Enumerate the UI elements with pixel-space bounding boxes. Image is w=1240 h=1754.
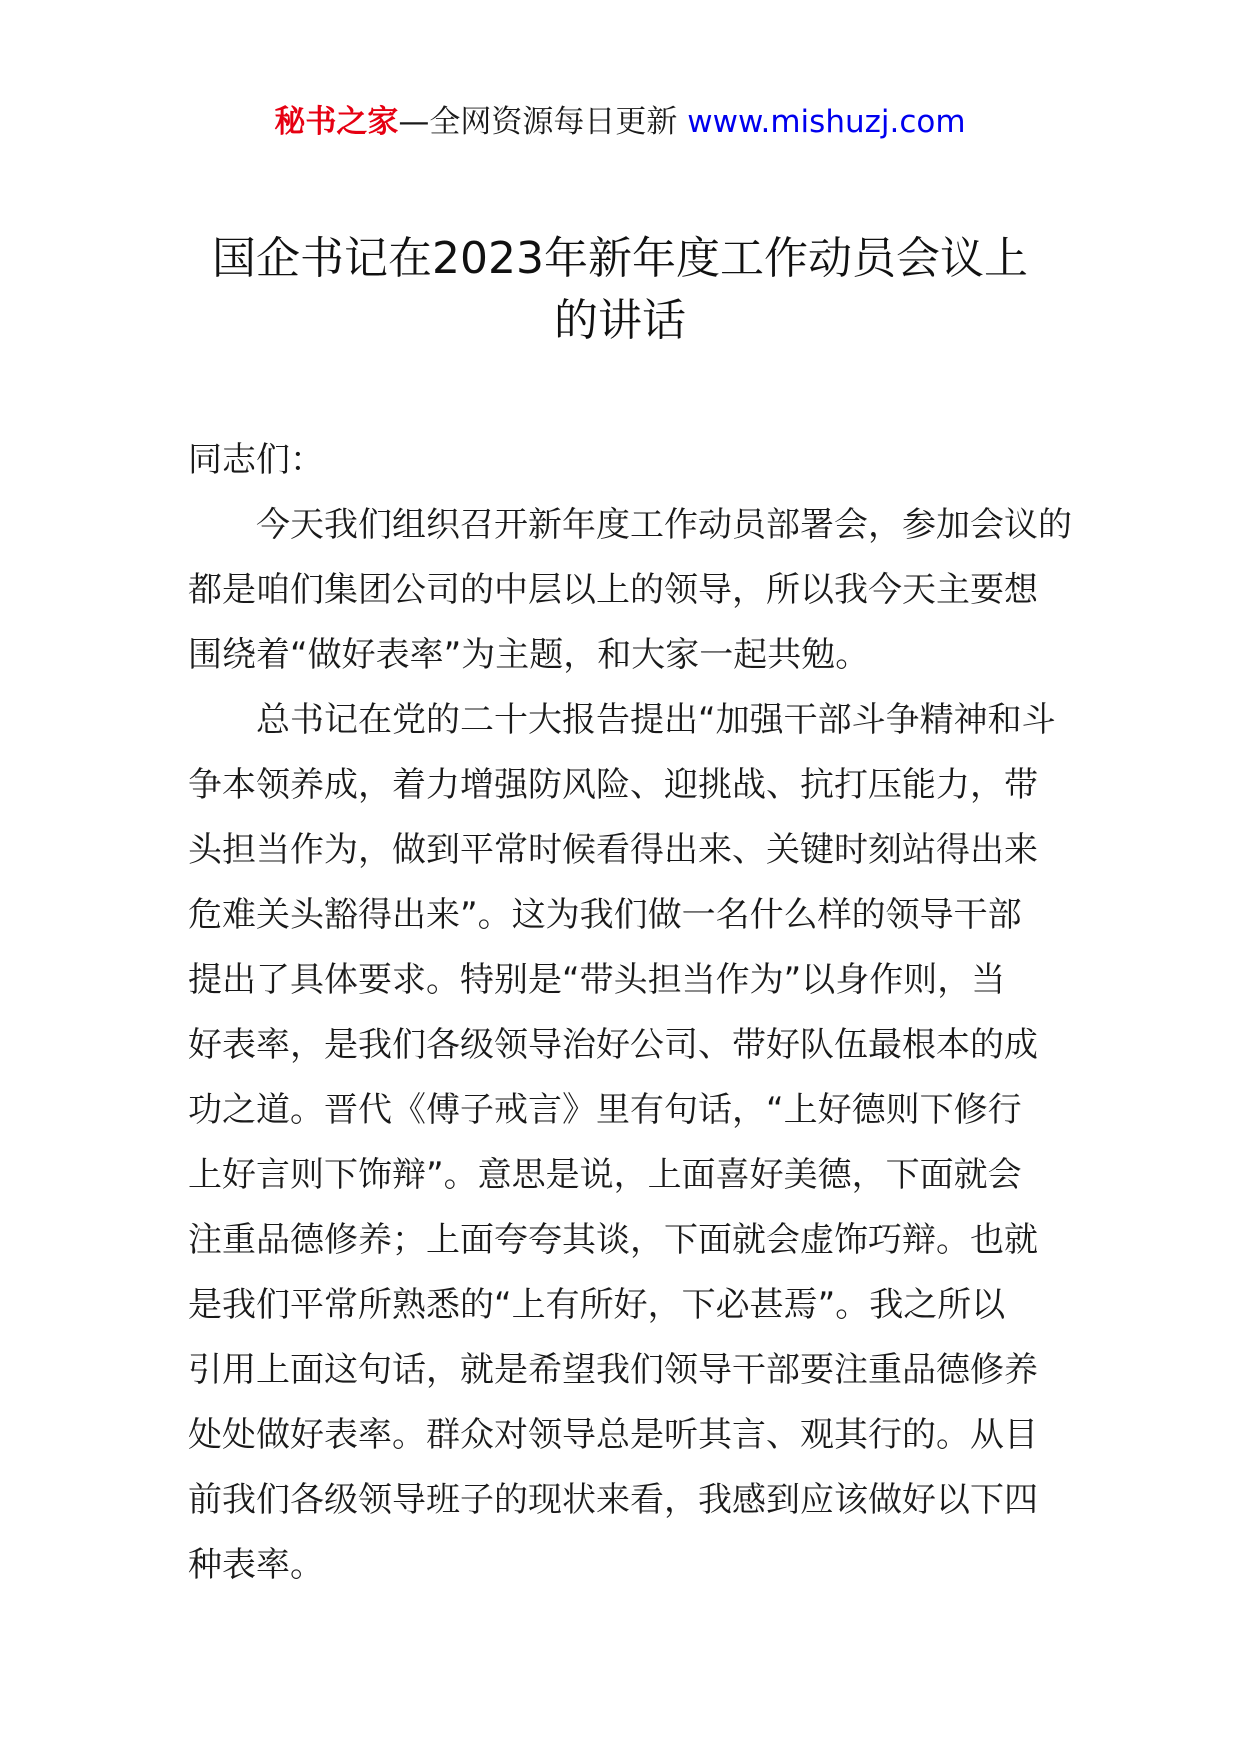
document-title-line: 的讲话 xyxy=(554,295,686,346)
paragraph-line: 处处做好表率。群众对领导总是听其言、观其行的。从目 xyxy=(188,1415,1038,1455)
document-title-line: 国企书记在2023年新年度工作动员会议上 xyxy=(212,233,1028,284)
site-header xyxy=(0,100,1240,144)
paragraph-line: 注重品德修养；上面夸夸其谈，下面就会虚饰巧辩。也就 xyxy=(188,1220,1038,1260)
paragraph-line: 好表率，是我们各级领导治好公司、带好队伍最根本的成 xyxy=(188,1025,1038,1065)
paragraph-line: 提出了具体要求。特别是“带头担当作为”以身作则，当 xyxy=(188,960,1006,1000)
paragraph-line: 围绕着“做好表率”为主题，和大家一起共勉。 xyxy=(188,635,870,675)
paragraph-line: 总书记在党的二十大报告提出“加强干部斗争精神和斗 xyxy=(256,700,1056,740)
paragraph-line: 都是咱们集团公司的中层以上的领导，所以我今天主要想 xyxy=(188,570,1038,610)
salutation: 同志们： xyxy=(188,440,324,480)
paragraph-line: 今天我们组织召开新年度工作动员部署会，参加会议的 xyxy=(256,505,1072,545)
brand-name: 秘书之家 xyxy=(274,104,399,140)
paragraph-line: 争本领养成，着力增强防风险、迎挑战、抗打压能力，带 xyxy=(188,765,1038,805)
document-title xyxy=(160,228,1080,352)
site-tagline: —全网资源每日更新 xyxy=(398,104,678,140)
paragraph-line: 引用上面这句话，就是希望我们领导干部要注重品德修养 xyxy=(188,1350,1038,1390)
paragraph-line: 种表率。 xyxy=(188,1545,324,1585)
paragraph-1 xyxy=(188,493,1072,688)
paragraph-2 xyxy=(188,688,1056,1598)
site-url-link[interactable]: www.mishuzj.com xyxy=(687,104,966,140)
paragraph-line: 上好言则下饰辩”。意思是说，上面喜好美德，下面就会 xyxy=(188,1155,1022,1195)
paragraph-line: 是我们平常所熟悉的“上有所好，下必甚焉”。我之所以 xyxy=(188,1285,1006,1325)
paragraph-line: 功之道。晋代《傅子戒言》里有句话，“上好德则下修行 xyxy=(188,1090,1022,1130)
paragraph-line: 头担当作为，做到平常时候看得出来、关键时刻站得出来 xyxy=(188,830,1038,870)
paragraph-line: 前我们各级领导班子的现状来看，我感到应该做好以下四 xyxy=(188,1480,1038,1520)
document-body xyxy=(188,428,1072,1598)
paragraph-line: 危难关头豁得出来”。这为我们做一名什么样的领导干部 xyxy=(188,895,1022,935)
